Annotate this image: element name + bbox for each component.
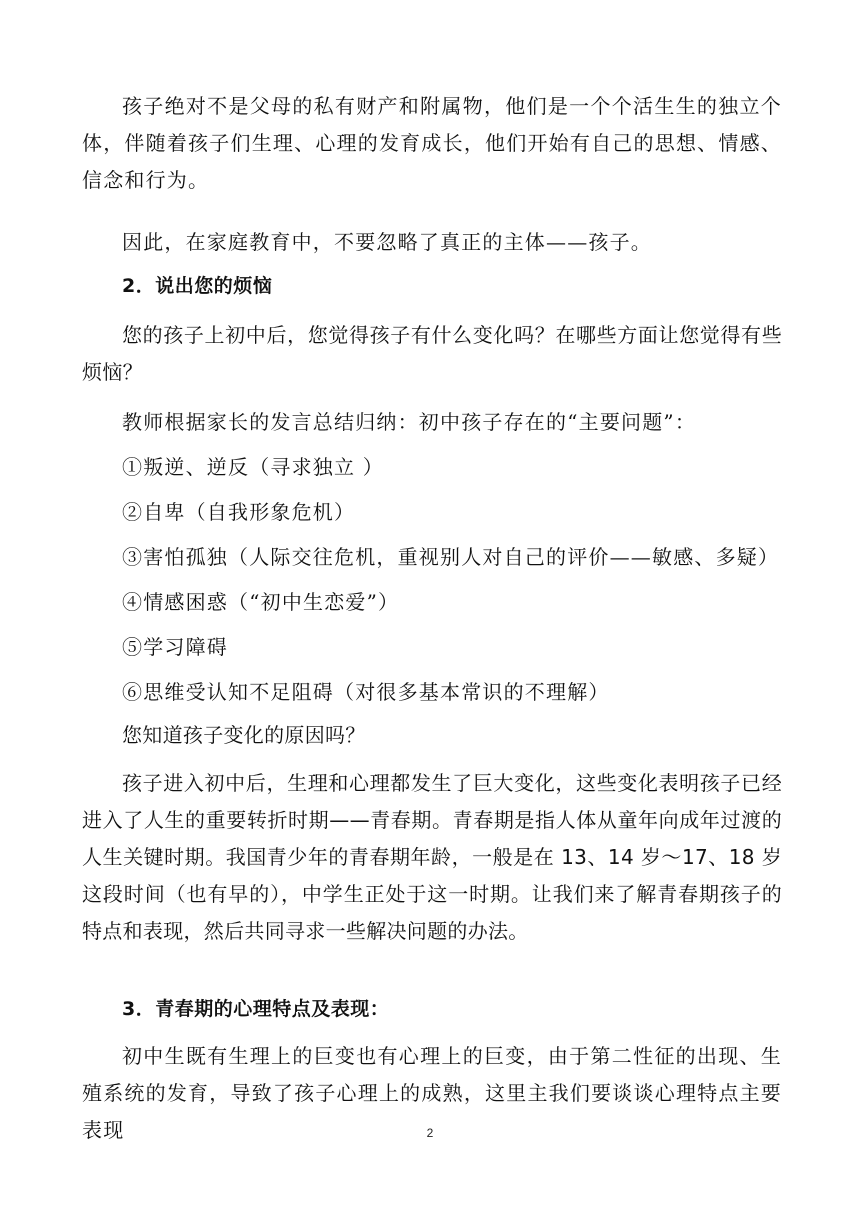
paragraph-subject: 因此，在家庭教育中，不要忽略了真正的主体——孩子。 [122, 230, 652, 254]
problem-item: ⑤学习障碍 [122, 635, 228, 659]
problem-item: ⑥思维受认知不足阻碍（对很多基本常识的不理解） [122, 680, 610, 704]
paragraph-question-changes: 您的孩子上初中后，您觉得孩子有什么变化吗？在哪些方面让您觉得有些烦恼？ [82, 323, 782, 384]
problem-item: ③害怕孤独（人际交往危机，重视别人对自己的评价——敏感、多疑） [122, 545, 780, 569]
problem-item: ①叛逆、逆反（寻求独立 ） [122, 455, 384, 479]
section-heading-adolescence-traits: 3．青春期的心理特点及表现： [122, 998, 390, 1020]
section-heading-troubles: 2．说出您的烦恼 [122, 275, 273, 297]
problem-item: ④情感困惑（“初中生恋爱”） [122, 590, 400, 614]
paragraph-psychological-changes: 初中生既有生理上的巨变也有心理上的巨变，由于第二性征的出现、生殖系统的发育，导致了孩子心理上的成熟，这里主我们要谈谈心理特点主要表现 [82, 1044, 782, 1142]
problem-item: ②自卑（自我形象危机） [122, 500, 356, 524]
paragraph-teacher-summary: 教师根据家长的发言总结归纳：初中孩子存在的“主要问题”： [122, 410, 697, 434]
page-number: 2 [426, 1126, 434, 1140]
paragraph-independence: 孩子绝对不是父母的私有财产和附属物，他们是一个个活生生的独立个体，伴随着孩子们生理、心理的发育成长，他们开始有自己的思想、情感、信念和行为。 [82, 94, 782, 192]
paragraph-question-reasons: 您知道孩子变化的原因吗？ [122, 723, 366, 747]
paragraph-adolescence: 孩子进入初中后，生理和心理都发生了巨大变化，这些变化表明孩子已经进入了人生的重要转折时期——青春期。青春期是指人体从童年向成年过渡的人生关键时期。我国青少年的青春期年龄，一般是在 13、14 岁～17、18 岁这段时间（也有早的），中学生正处于这一时期。让我们来了解青春期孩子的特点和表现，然后共同寻求一些解决问题的办法。 [82, 771, 782, 943]
